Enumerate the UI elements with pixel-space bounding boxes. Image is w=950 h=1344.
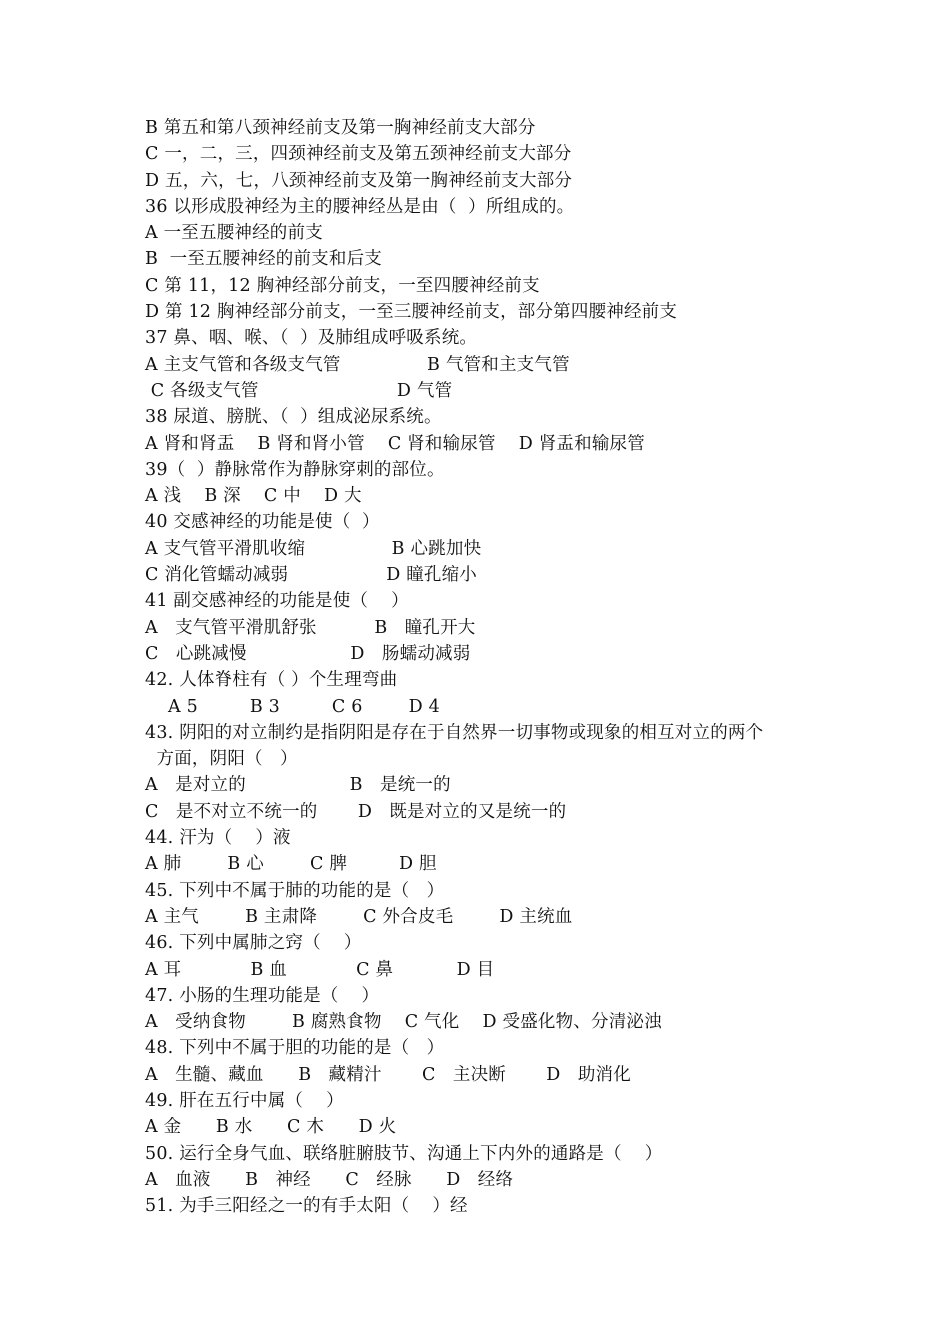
text-line: A 主气 B 主肃降 C 外合皮毛 D 主统血 bbox=[145, 906, 573, 927]
text-line: 45. 下列中不属于肺的功能的是（ ） bbox=[145, 880, 445, 901]
text-line: A 支气管平滑肌舒张 B 瞳孔开大 bbox=[145, 617, 476, 638]
text-line: 方面，阴阳（ ） bbox=[145, 749, 298, 770]
text-line: C 各级支气管 D 气管 bbox=[145, 380, 453, 401]
text-line: C 心跳减慢 D 肠蠕动减弱 bbox=[145, 643, 471, 664]
text-line: A 浅 B 深 C 中 D 大 bbox=[145, 486, 362, 507]
text-line: C 第 11，12 胸神经部分前支，一至四腰神经前支 bbox=[145, 275, 540, 296]
text-line: 39（ ）静脉常作为静脉穿刺的部位。 bbox=[145, 459, 445, 480]
text-line: 44. 汗为（ ）液 bbox=[145, 828, 291, 849]
text-line: 50. 运行全身气血、联络脏腑肢节、沟通上下内外的通路是（ ） bbox=[145, 1143, 663, 1164]
text-line: 38 尿道、膀胱、（ ）组成泌尿系统。 bbox=[145, 407, 442, 428]
text-line: A 肺 B 心 C 脾 D 胆 bbox=[145, 854, 437, 875]
text-line: A 5 B 3 C 6 D 4 bbox=[145, 696, 440, 717]
text-line: A 一至五腰神经的前支 bbox=[145, 223, 323, 244]
text-line: B 一至五腰神经的前支和后支 bbox=[145, 249, 382, 270]
text-line: 51. 为手三阳经之一的有手太阳（ ）经 bbox=[145, 1196, 468, 1217]
text-line: 37 鼻、咽、喉、（ ）及肺组成呼吸系统。 bbox=[145, 328, 478, 349]
text-line: B 第五和第八颈神经前支及第一胸神经前支大部分 bbox=[145, 118, 536, 138]
text-line: A 耳 B 血 C 鼻 D 目 bbox=[145, 959, 495, 980]
text-line: A 支气管平滑肌收缩 B 心跳加快 bbox=[145, 538, 482, 559]
question-text-block bbox=[145, 115, 825, 1219]
text-line: A 受纳食物 B 腐熟食物 C 气化 D 受盛化物、分清泌浊 bbox=[145, 1012, 662, 1033]
text-line: 40 交感神经的功能是使（ ） bbox=[145, 512, 380, 533]
text-line: 48. 下列中不属于胆的功能的是（ ） bbox=[145, 1038, 445, 1059]
text-line: 49. 肝在五行中属（ ） bbox=[145, 1090, 344, 1111]
text-line: C 一，二，三，四颈神经前支及第五颈神经前支大部分 bbox=[145, 144, 572, 165]
text-line: A 是对立的 B 是统一的 bbox=[145, 775, 451, 796]
text-line: A 主支气管和各级支气管 B 气管和主支气管 bbox=[145, 354, 570, 375]
text-line: 42. 人体脊柱有（ ）个生理弯曲 bbox=[145, 670, 398, 691]
text-line: 41 副交感神经的功能是使（ ） bbox=[145, 591, 409, 612]
text-line: 47. 小肠的生理功能是（ ） bbox=[145, 985, 380, 1006]
text-line: C 是不对立不统一的 D 既是对立的又是统一的 bbox=[145, 801, 567, 822]
text-line: A 血液 B 神经 C 经脉 D 经络 bbox=[145, 1169, 514, 1190]
text-line: C 消化管蠕动减弱 D 瞳孔缩小 bbox=[145, 565, 478, 586]
text-line: A 肾和肾盂 B 肾和肾小管 C 肾和输尿管 D 肾盂和输尿管 bbox=[145, 433, 645, 454]
text-line: 46. 下列中属肺之窍（ ） bbox=[145, 933, 362, 954]
text-line: 43. 阴阳的对立制约是指阴阳是存在于自然界一切事物或现象的相互对立的两个 bbox=[145, 722, 764, 743]
text-line: A 金 B 水 C 木 D 火 bbox=[145, 1117, 397, 1138]
text-line: D 五，六，七，八颈神经前支及第一胸神经前支大部分 bbox=[145, 170, 573, 191]
text-line: D 第 12 胸神经部分前支，一至三腰神经前支，部分第四腰神经前支 bbox=[145, 302, 678, 323]
text-line: 36 以形成股神经为主的腰神经丛是由（ ）所组成的。 bbox=[145, 196, 575, 217]
text-line: A 生髓、藏血 B 藏精汁 C 主决断 D 助消化 bbox=[145, 1064, 631, 1085]
